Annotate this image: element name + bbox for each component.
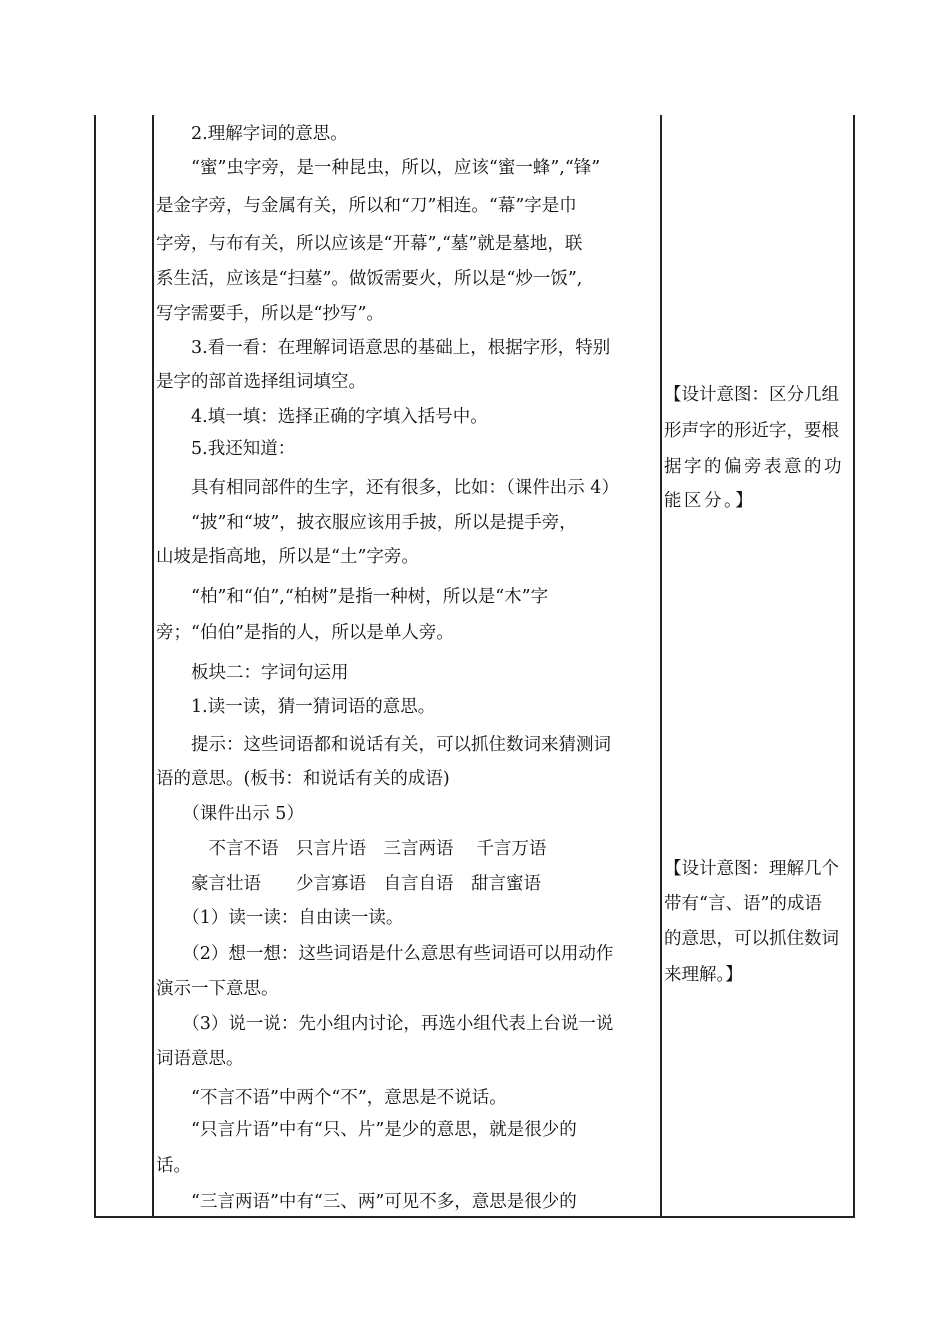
content-line: “蜜”虫字旁，是一种昆虫，所以，应该“蜜一蜂”,“锋”: [156, 158, 601, 178]
design-intent-line: 的意思，可以抓住数词: [664, 929, 839, 949]
table-border-right: [853, 115, 855, 1217]
content-line: （2）想一想：这些词语是什么意思有些词语可以用动作: [156, 944, 614, 964]
content-line: “柏”和“伯”,“柏树”是指一种树，所以是“木”字: [156, 587, 549, 607]
design-intent-line: 【设计意图：区分几组: [664, 385, 839, 405]
content-line: 山坡是指高地，所以是“土”字旁。: [156, 547, 419, 567]
design-intent-line: 据字的偏旁表意的功: [664, 457, 844, 477]
design-intent-line: 带有“言、语”的成语: [664, 894, 822, 914]
content-line: （1）读一读：自由读一读。: [156, 908, 404, 928]
table-column-divider-2: [660, 115, 662, 1217]
content-line: 提示：这些词语都和说话有关，可以抓住数词来猜测词: [156, 735, 611, 755]
table-column-divider-1: [152, 115, 154, 1217]
content-line: 话。: [156, 1156, 191, 1176]
content-line: 1.读一读，猜一猜词语的意思。: [156, 697, 436, 717]
content-line: （3）说一说：先小组内讨论，再选小组代表上台说一说: [156, 1014, 614, 1034]
content-line: 豪言壮语 少言寡语 自言自语 甜言蜜语: [156, 874, 541, 894]
content-line: “不言不语”中两个“不”，意思是不说话。: [156, 1088, 507, 1108]
table-border-bottom: [94, 1216, 855, 1218]
content-line: 3.看一看：在理解词语意思的基础上，根据字形，特别: [156, 338, 611, 358]
design-intent-line: 能区分。】: [664, 491, 756, 511]
content-line: 4.填一填：选择正确的字填入括号中。: [156, 407, 488, 427]
content-line: 语的意思。(板书：和说话有关的成语): [156, 769, 450, 789]
content-line: “三言两语”中有“三、两”可见不多，意思是很少的: [156, 1192, 577, 1212]
content-line: 具有相同部件的生字，还有很多，比如：（课件出示 4）: [156, 478, 619, 498]
content-line: 演示一下意思。: [156, 979, 279, 999]
content-line: 板块二：字词句运用: [156, 663, 349, 683]
content-line: 2.理解字词的意思。: [156, 124, 348, 144]
content-line: 是字的部首选择组词填空。: [156, 372, 366, 392]
content-line: （课件出示 5）: [156, 804, 304, 824]
content-line: 写字需要手，所以是“抄写”。: [156, 304, 384, 324]
content-line: 词语意思。: [156, 1049, 244, 1069]
design-intent-line: 来理解。】: [664, 965, 743, 985]
content-line: 系生活，应该是“扫墓”。做饭需要火，所以是“炒一饭”,: [156, 269, 583, 289]
content-line: 字旁，与布有关，所以应该是“开幕”,“墓”就是墓地，联: [156, 234, 583, 254]
content-line: 5.我还知道：: [156, 439, 296, 459]
design-intent-line: 【设计意图：理解几个: [664, 859, 839, 879]
content-line: “只言片语”中有“只、片”是少的意思，就是很少的: [156, 1120, 577, 1140]
content-line: “披”和“坡”，披衣服应该用手披，所以是提手旁，: [156, 513, 577, 533]
content-line: 旁；“伯伯”是指的人，所以是单人旁。: [156, 623, 454, 643]
table-border-left: [94, 115, 96, 1217]
content-line: 是金字旁，与金属有关，所以和“刀”相连。“幕”字是巾: [156, 196, 577, 216]
design-intent-line: 形声字的形近字，要根: [664, 421, 839, 441]
content-line: 不言不语 只言片语 三言两语 千言万语: [156, 839, 547, 859]
